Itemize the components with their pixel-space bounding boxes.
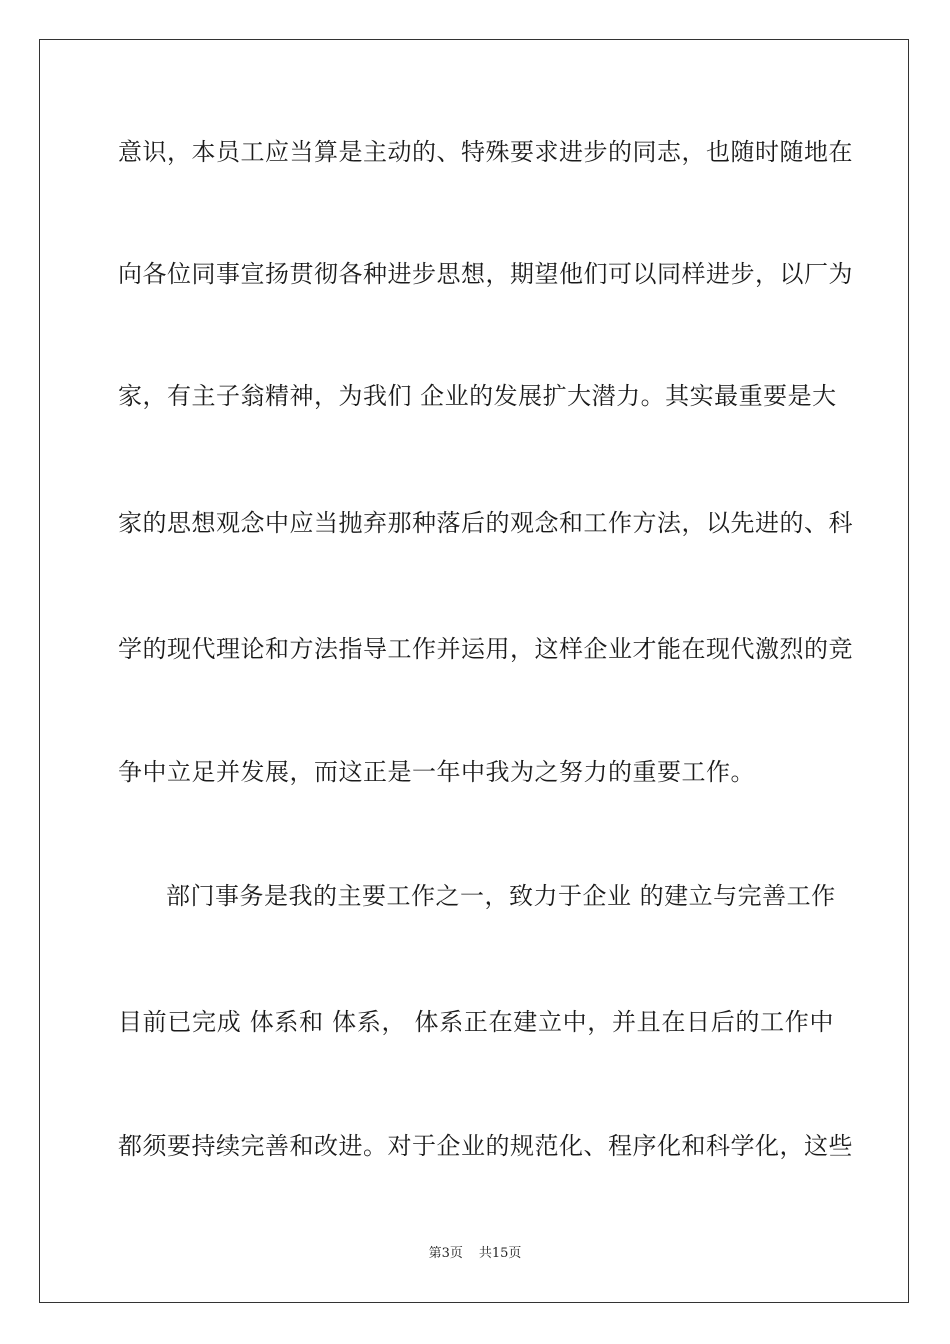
text-line: 目前已完成 体系和 体系， 体系正在建立中，并且在日后的工作中 (118, 1008, 834, 1036)
text-line: 向各位同事宣扬贯彻各种进步思想，期望他们可以同样进步，以厂为 (118, 260, 853, 288)
page-total: 共15页 (478, 1246, 522, 1261)
page-footer (0, 1246, 950, 1262)
text-line-indented: 部门事务是我的主要工作之一，致力于企业 的建立与完善工作 (166, 882, 836, 910)
text-line: 都须要持续完善和改进。对于企业的规范化、程序化和科学化，这些 (118, 1132, 853, 1160)
text-line: 意识，本员工应当算是主动的、特殊要求进步的同志，也随时随地在 (118, 138, 853, 166)
text-line: 学的现代理论和方法指导工作并运用，这样企业才能在现代激烈的竞 (118, 635, 853, 663)
page-number: 第3页 (428, 1246, 463, 1261)
text-line: 争中立足并发展，而这正是一年中我为之努力的重要工作。 (118, 758, 755, 786)
page-border (39, 39, 909, 1303)
text-line: 家的思想观念中应当抛弃那种落后的观念和工作方法，以先进的、科 (118, 509, 853, 537)
text-line: 家，有主子翁精神，为我们 企业的发展扩大潜力。其实最重要是大 (118, 382, 837, 410)
